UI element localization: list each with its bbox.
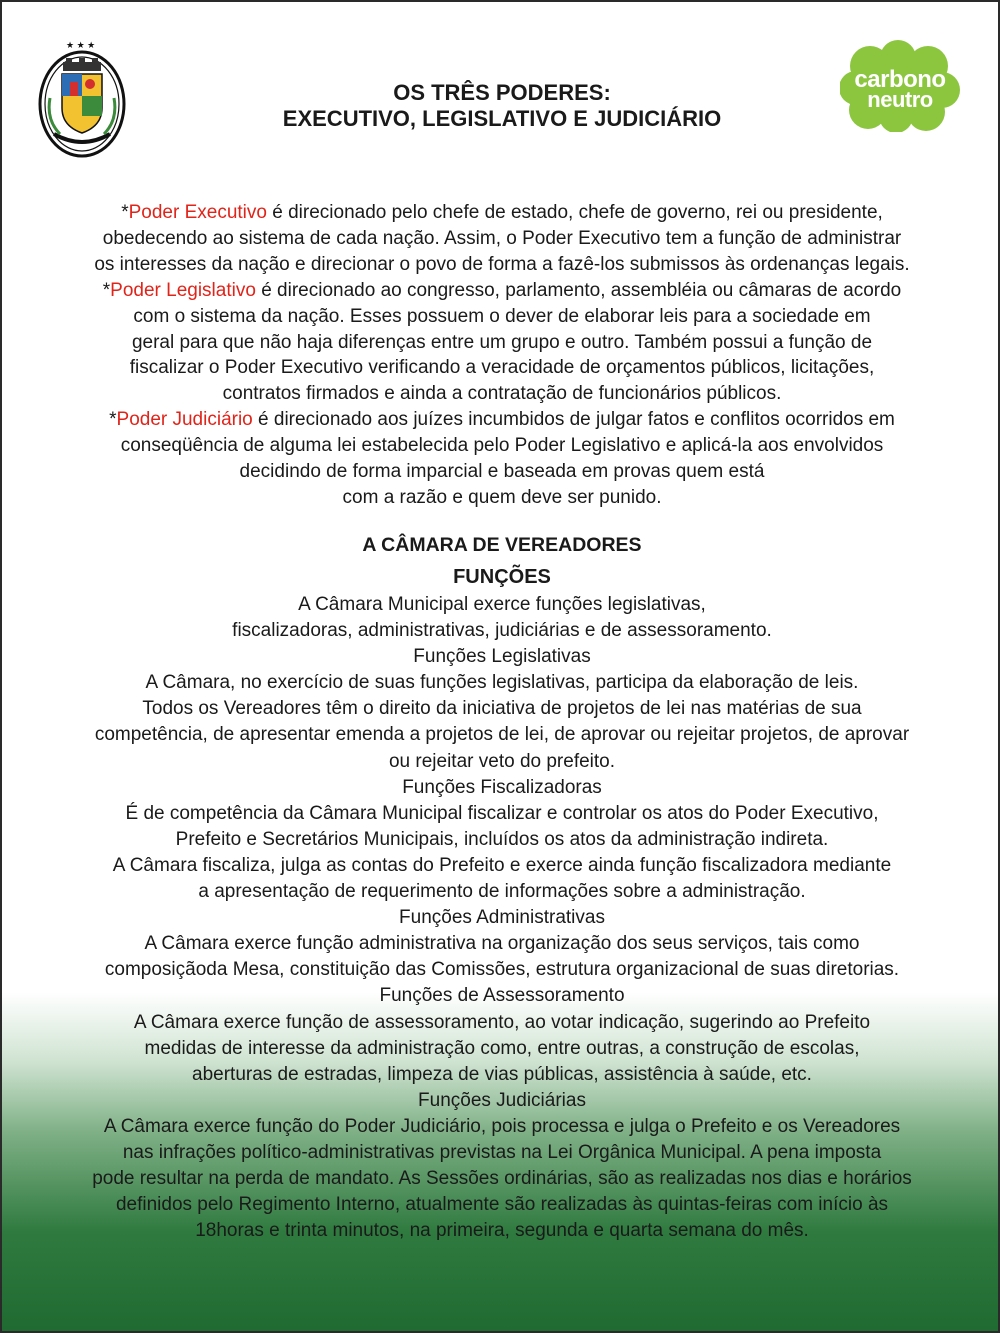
title-line1: OS TRÊS PODERES:: [393, 80, 611, 105]
leg-term: Poder Legislativo: [110, 279, 256, 301]
exec-line1-rest: é direcionado pelo chefe de estado, chefe de governo, rei ou presidente,: [266, 202, 883, 223]
camara-line: aberturas de estradas, limpeza de vias públicas, assistência à saúde, etc.: [192, 1063, 812, 1085]
leg-line1-rest: é direcionado ao congresso, parlamento, assembléia ou câmaras de acordo: [255, 279, 902, 301]
page-title: [152, 80, 852, 132]
leg-line5: contratos firmados e ainda a contratação de funcionários públicos.: [222, 383, 782, 405]
camara-line: A Câmara fiscaliza, julga as contas do Prefeito e exerce ainda função fiscalizadora mediante: [112, 854, 892, 876]
camara-line: composiçãoda Mesa, constituição das Comissões, estrutura organizacional de suas diretorias.: [104, 959, 900, 981]
camara-line: Todos os Vereadores têm o direito da iniciativa de projetos de lei nas matérias de sua: [142, 698, 862, 720]
title-line2: EXECUTIVO, LEGISLATIVO E JUDICIÁRIO: [282, 106, 722, 131]
exec-line3: os interesses da nação e direcionar o povo de forma a fazê-los submissos às ordenanças legais.: [94, 253, 910, 275]
camara-line: nas infrações político-administrativas previstas na Lei Orgânica Municipal. A pena imposta: [122, 1141, 882, 1163]
subheading-fiscalizadoras: Funções Fiscalizadoras: [402, 776, 602, 798]
camara-line: A Câmara exerce função de assessoramento, ao votar indicação, sugerindo ao Prefeito: [133, 1011, 871, 1033]
jud-line1: [22, 407, 982, 433]
camara-line: 18horas e trinta minutos, na primeira, segunda e quarta semana do mês.: [195, 1220, 809, 1242]
leg-prefix: *: [102, 279, 111, 301]
powers-description: [22, 200, 982, 511]
jud-line1-rest: é direcionado aos juízes incumbidos de julgar fatos e conflitos ocorridos em: [252, 409, 895, 431]
subheading-administrativas: Funções Administrativas: [399, 907, 605, 929]
camara-line: definidos pelo Regimento Interno, atualmente são realizadas às quintas-feiras com início às: [115, 1194, 889, 1216]
carbono-neutro-badge: [840, 40, 960, 132]
camara-line: A Câmara Municipal exerce funções legislativas,: [298, 594, 706, 615]
camara-line: Prefeito e Secretários Municipais, incluídos os atos da administração indireta.: [175, 828, 829, 850]
camara-line: medidas de interesse da administração como, entre outras, a construção de escolas,: [144, 1037, 860, 1059]
exec-line2: obedecendo ao sistema de cada nação. Assim, o Poder Executivo tem a função de administrar: [102, 227, 902, 249]
leg-line1: [22, 278, 982, 304]
leg-line3: geral para que não haja diferenças entre um grupo e outro. Também possui a função de: [131, 331, 873, 353]
camara-line: a apresentação de requerimento de informações sobre a administração.: [198, 881, 806, 903]
leg-line4: fiscalizar o Poder Executivo verificando a veracidade de orçamentos públicos, licitações,: [129, 357, 875, 379]
jud-prefix: *: [109, 409, 117, 431]
municipal-crest-icon: [36, 38, 128, 160]
camara-line: competência, de apresentar emenda a projetos de lei, de aprovar ou rejeitar projetos, de aprovar: [94, 724, 910, 746]
jud-line2: conseqüência de alguma lei estabelecida pelo Poder Legislativo e aplicá-la aos envolvidos: [120, 435, 884, 457]
camara-line: ou rejeitar veto do prefeito.: [388, 750, 616, 772]
jud-term: Poder Judiciário: [116, 409, 253, 431]
leg-line2: com o sistema da nação. Esses possuem o dever de elaborar leis para a sociedade em: [133, 305, 871, 327]
funcoes-heading: FUNÇÕES: [453, 566, 551, 588]
camara-line: A Câmara exerce função do Poder Judiciário, pois processa e julga o Prefeito e os Vereadores: [103, 1115, 901, 1137]
camara-line: pode resultar na perda de mandato. As Sessões ordinárias, são as realizadas nos dias e horários: [92, 1168, 912, 1190]
subheading-judiciarias: Funções Judiciárias: [418, 1089, 586, 1111]
exec-term: Poder Executivo: [128, 202, 267, 223]
camara-line: A Câmara exerce função administrativa na organização dos seus serviços, tais como: [144, 933, 860, 955]
badge-line1: carbono: [854, 66, 946, 93]
exec-prefix: *: [121, 202, 129, 223]
subheading-assessoramento: Funções de Assessoramento: [379, 985, 625, 1007]
svg-text:★ ★ ★: ★ ★ ★: [66, 40, 96, 50]
camara-heading: A CÂMARA DE VEREADORES: [362, 534, 642, 556]
exec-line1: [22, 200, 982, 226]
camara-line: fiscalizadoras, administrativas, judiciárias e de assessoramento.: [232, 620, 772, 642]
camara-line: A Câmara, no exercício de suas funções legislativas, participa da elaboração de leis.: [145, 672, 859, 694]
jud-line4: com a razão e quem deve ser punido.: [342, 486, 662, 508]
camara-functions-text: [22, 592, 982, 1244]
subheading-legislativas: Funções Legislativas: [413, 646, 591, 668]
jud-line3: decidindo de forma imparcial e baseada em provas quem está: [239, 461, 765, 483]
camara-line: É de competência da Câmara Municipal fiscalizar e controlar os atos do Poder Executivo,: [125, 802, 879, 824]
badge-line2: neutro: [867, 87, 933, 112]
